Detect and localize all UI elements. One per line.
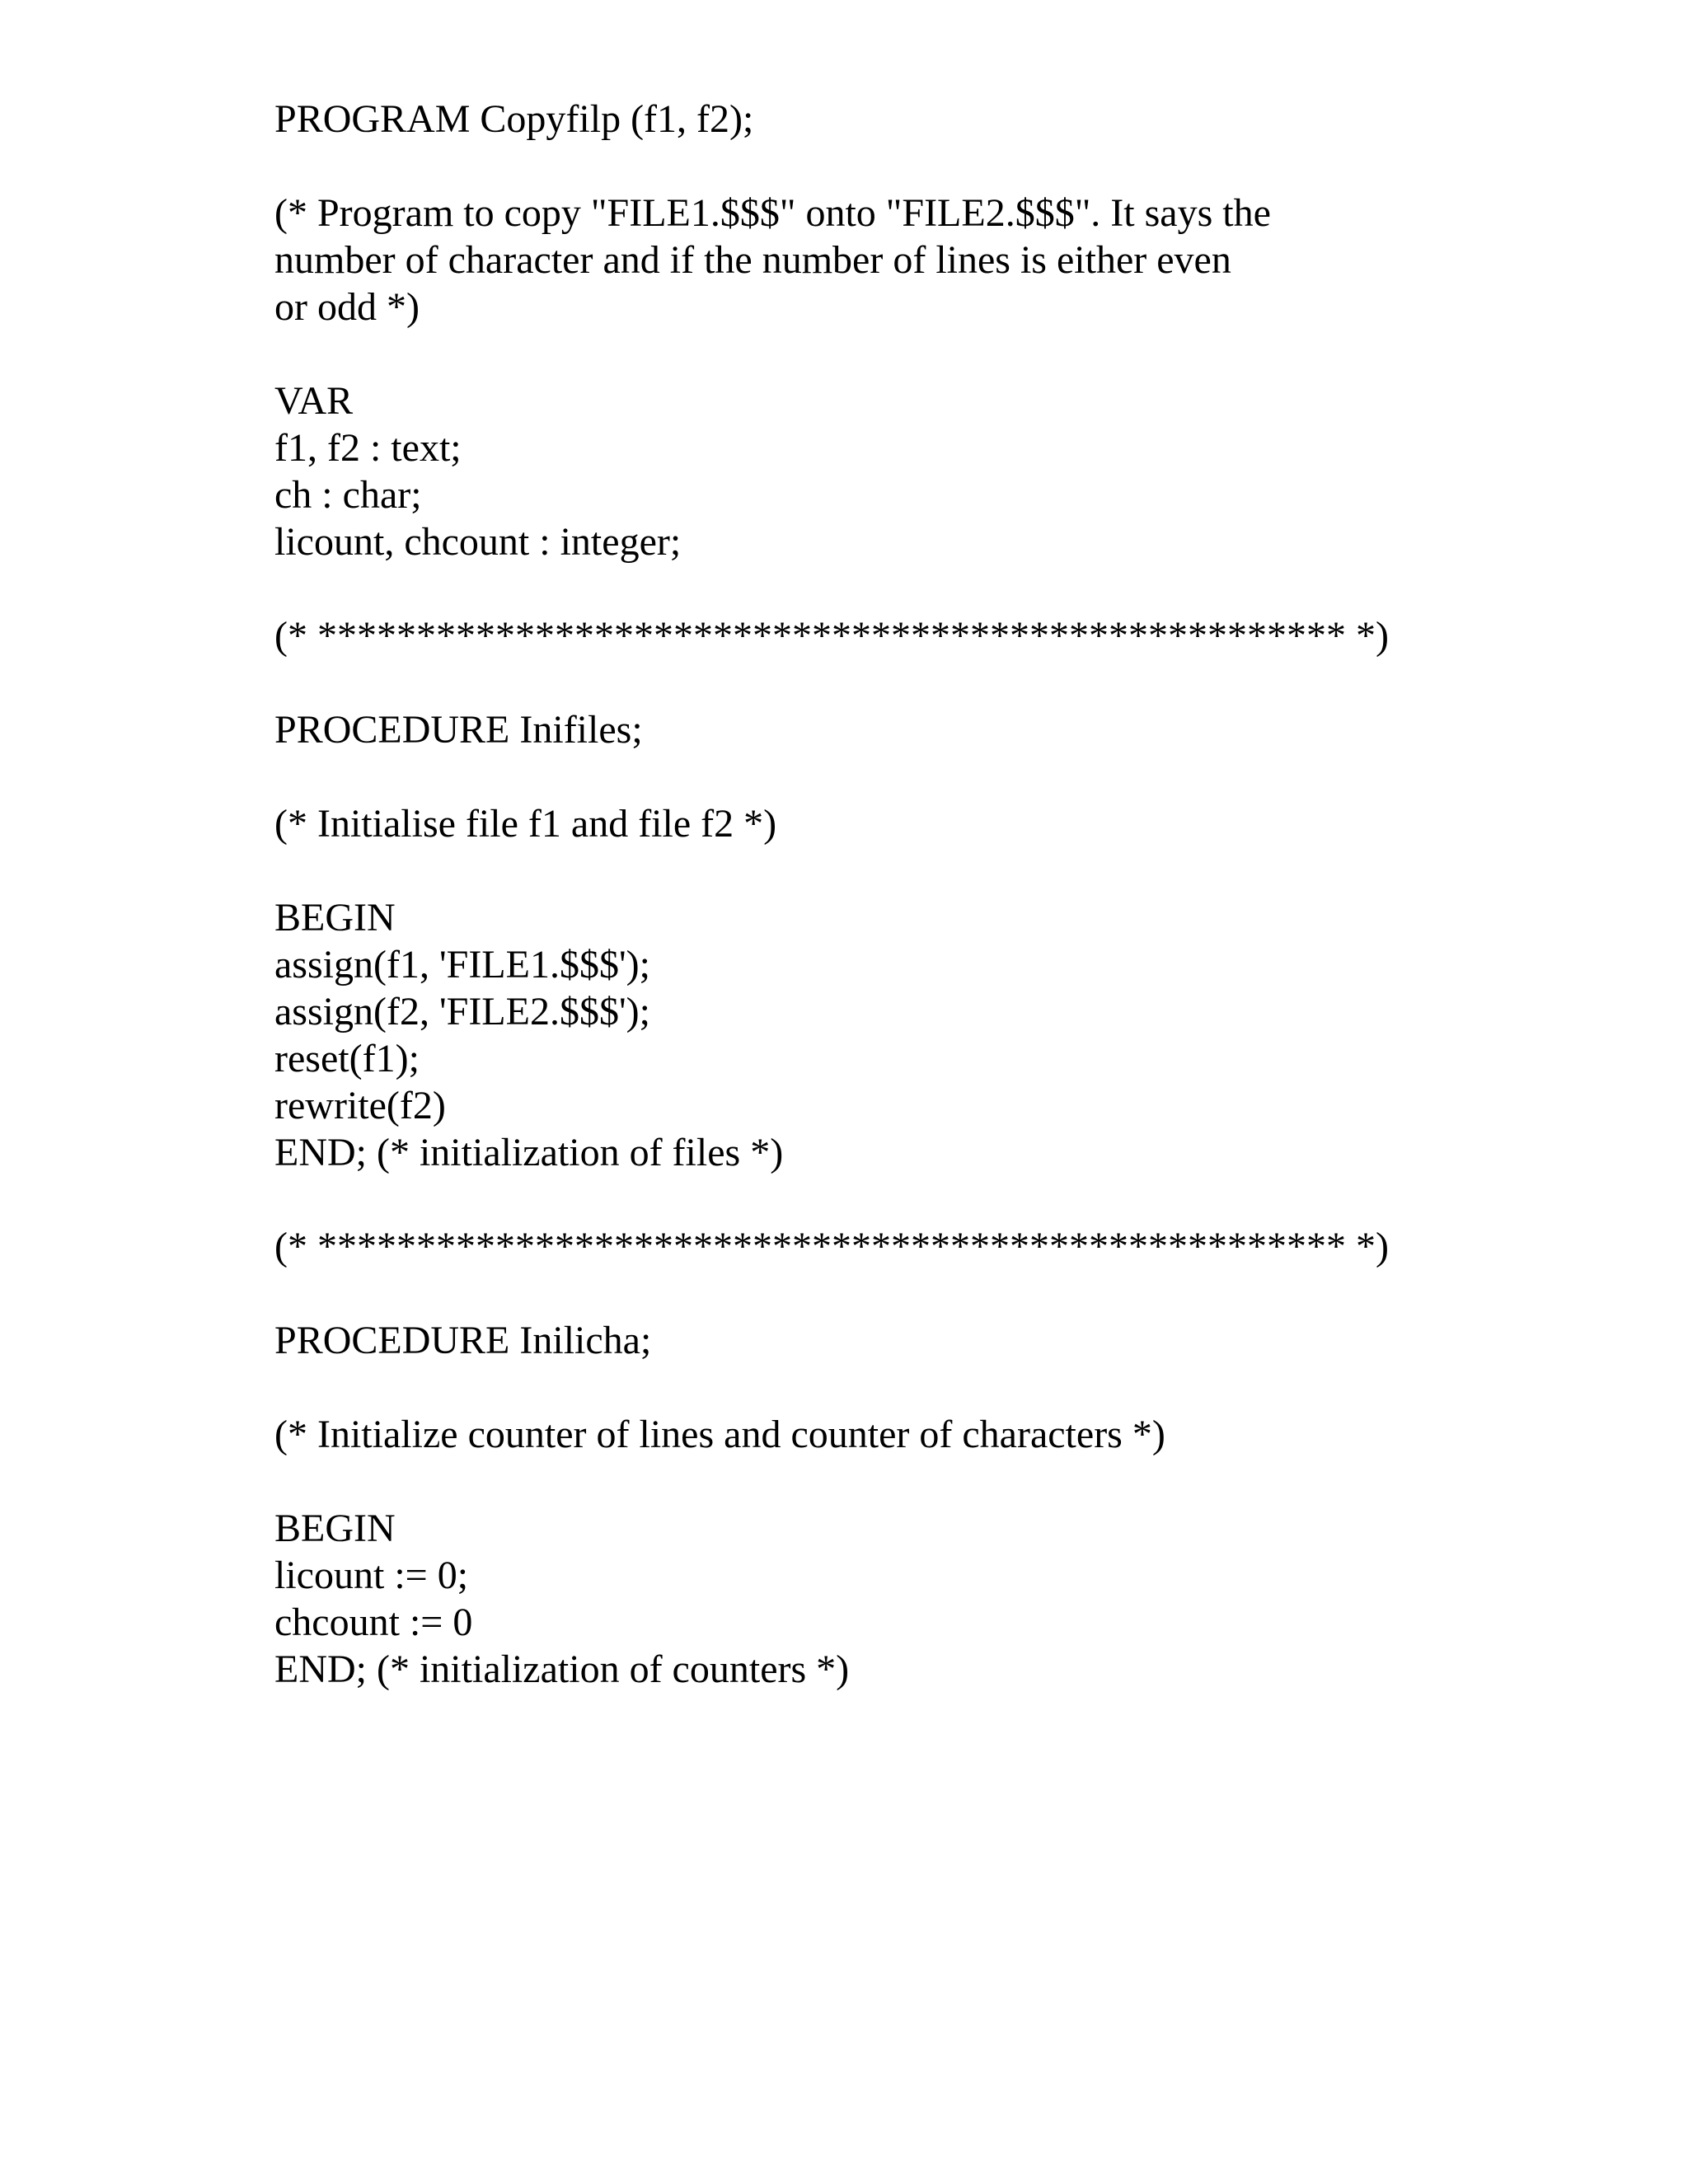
comment-line: (* Initialise file f1 and file f2 *) [274,802,777,846]
blank-line [274,565,1511,612]
end-keyword-line: END; (* initialization of counters *) [274,1647,850,1691]
statement-line: reset(f1); [274,1037,420,1080]
statement-line: assign(f2, 'FILE2.$$$'); [274,990,650,1033]
procedure-header-line: PROCEDURE Inifiles; [274,708,643,752]
statement-line: licount := 0; [274,1554,469,1597]
procedure-header-line: PROCEDURE Inilicha; [274,1319,652,1362]
var-declaration-line: ch : char; [274,473,422,517]
separator-comment-line: (* **************************************************** *) [274,614,1389,658]
blank-line [274,847,1511,894]
var-declaration-line: licount, chcount : integer; [274,520,682,564]
separator-comment-line: (* **************************************************** *) [274,1225,1389,1268]
statement-line: assign(f1, 'FILE1.$$$'); [274,943,650,987]
blank-line [274,1458,1511,1505]
blank-line [274,659,1511,706]
program-header-line: PROGRAM Copyfilp (f1, f2); [274,97,754,141]
statement-line: rewrite(f2) [274,1084,446,1127]
blank-line [274,330,1511,377]
comment-line: or odd *) [274,285,420,329]
begin-keyword-line: BEGIN [274,896,396,940]
blank-line [274,1176,1511,1223]
pascal-source-code [274,96,1511,1693]
var-keyword-line: VAR [274,379,354,423]
blank-line [274,143,1511,190]
blank-line [274,1270,1511,1317]
statement-line: chcount := 0 [274,1601,473,1644]
end-keyword-line: END; (* initialization of files *) [274,1131,784,1174]
comment-line: (* Program to copy "FILE1.$$$" onto "FILE2.$$$". It says the [274,191,1271,235]
blank-line [274,753,1511,800]
begin-keyword-line: BEGIN [274,1507,396,1550]
comment-line: (* Initialize counter of lines and counter of characters *) [274,1413,1165,1456]
var-declaration-line: f1, f2 : text; [274,426,462,470]
comment-line: number of character and if the number of lines is either even [274,238,1231,282]
blank-line [274,1364,1511,1411]
